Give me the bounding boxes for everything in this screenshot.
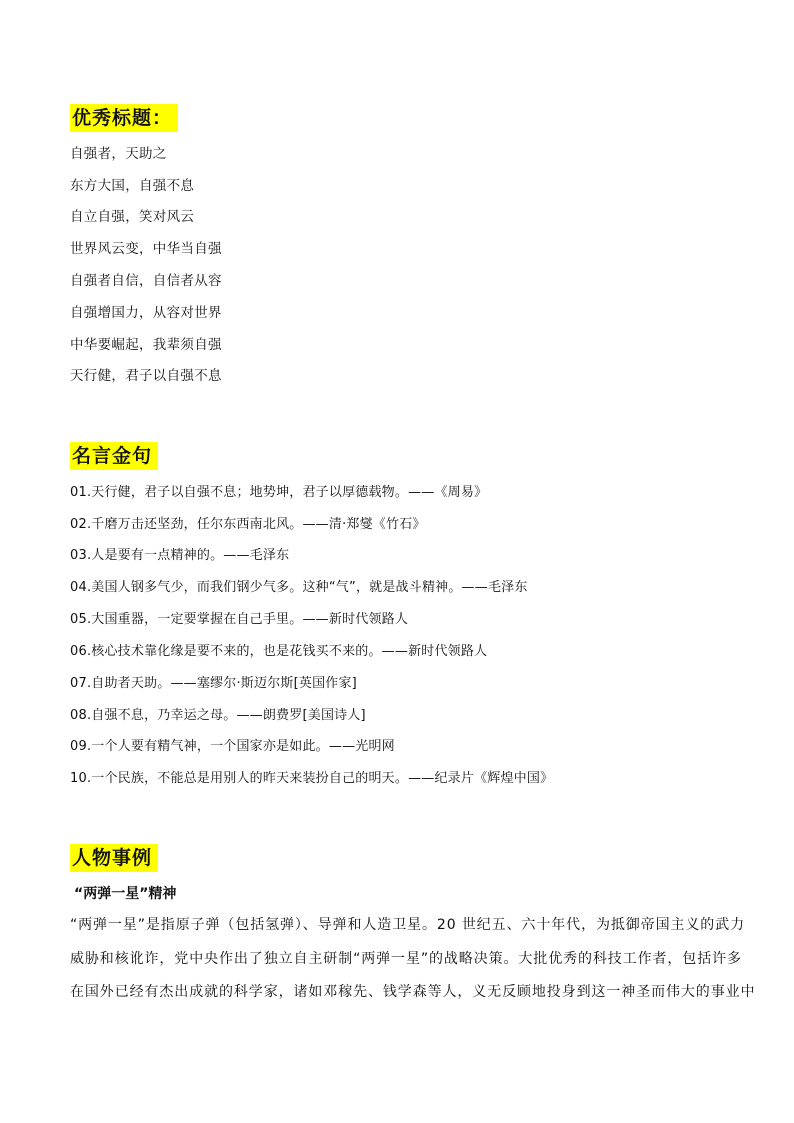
title-item: 世界风云变，中华当自强 [70, 241, 222, 257]
title-item: 中华要崛起，我辈须自强 [70, 337, 222, 353]
paragraph-line: 在国外已经有杰出成就的科学家，诸如邓稼先、钱学森等人，义无反顾地投身到这一神圣而伟大的事业中 [70, 984, 756, 1000]
title-item: 东方大国，自强不息 [70, 178, 195, 194]
section-heading-examples: 人物事例 [70, 844, 158, 872]
quote-item: 03.人是要有一点精神的。——毛泽东 [70, 548, 290, 563]
quote-item: 02.千磨万击还坚劲，任尔东西南北风。——清·郑燮《竹石》 [70, 517, 426, 532]
paragraph-line: 威胁和核讹诈，党中央作出了独立自主研制“两弹一星”的战略决策。大批优秀的科技工作者，包括许多 [70, 951, 742, 967]
quote-item: 09.一个人要有精气神，一个国家亦是如此。——光明网 [70, 739, 395, 754]
title-item: 自强者自信，自信者从容 [70, 273, 222, 289]
title-item: 自强增国力，从容对世界 [70, 305, 222, 321]
quote-item: 05.大国重器，一定要掌握在自己手里。——新时代领路人 [70, 612, 409, 627]
title-item: 自强者，天助之 [70, 146, 167, 162]
quote-item: 01.天行健，君子以自强不息；地势坤，君子以厚德载物。——《周易》 [70, 485, 488, 500]
quote-item: 06.核心技术靠化缘是要不来的，也是花钱买不来的。——新时代领路人 [70, 644, 488, 659]
quote-item: 08.自强不息，乃幸运之母。——朗费罗[美国诗人] [70, 708, 366, 723]
title-item: 自立自强，笑对风云 [70, 209, 195, 225]
title-item: 天行健，君子以自强不息 [70, 368, 222, 384]
quote-item: 07.自助者天助。——塞缪尔·斯迈尔斯[英国作家] [70, 676, 357, 691]
section-heading-quotes: 名言金句 [70, 442, 158, 470]
quote-item: 10.一个民族，不能总是用别人的昨天来装扮自己的明天。——纪录片《辉煌中国》 [70, 771, 554, 786]
paragraph-line: “两弹一星”是指原子弹（包括氢弹）、导弹和人造卫星。20 世纪五、六十年代，为抵御帝国主义的武力 [70, 917, 745, 933]
quote-item: 04.美国人钢多气少，而我们钢少气多。这种“气”，就是战斗精神。——毛泽东 [70, 580, 528, 595]
section-heading-titles: 优秀标题： [70, 104, 178, 132]
example-subheading: “两弹一星”精神 [74, 886, 177, 902]
